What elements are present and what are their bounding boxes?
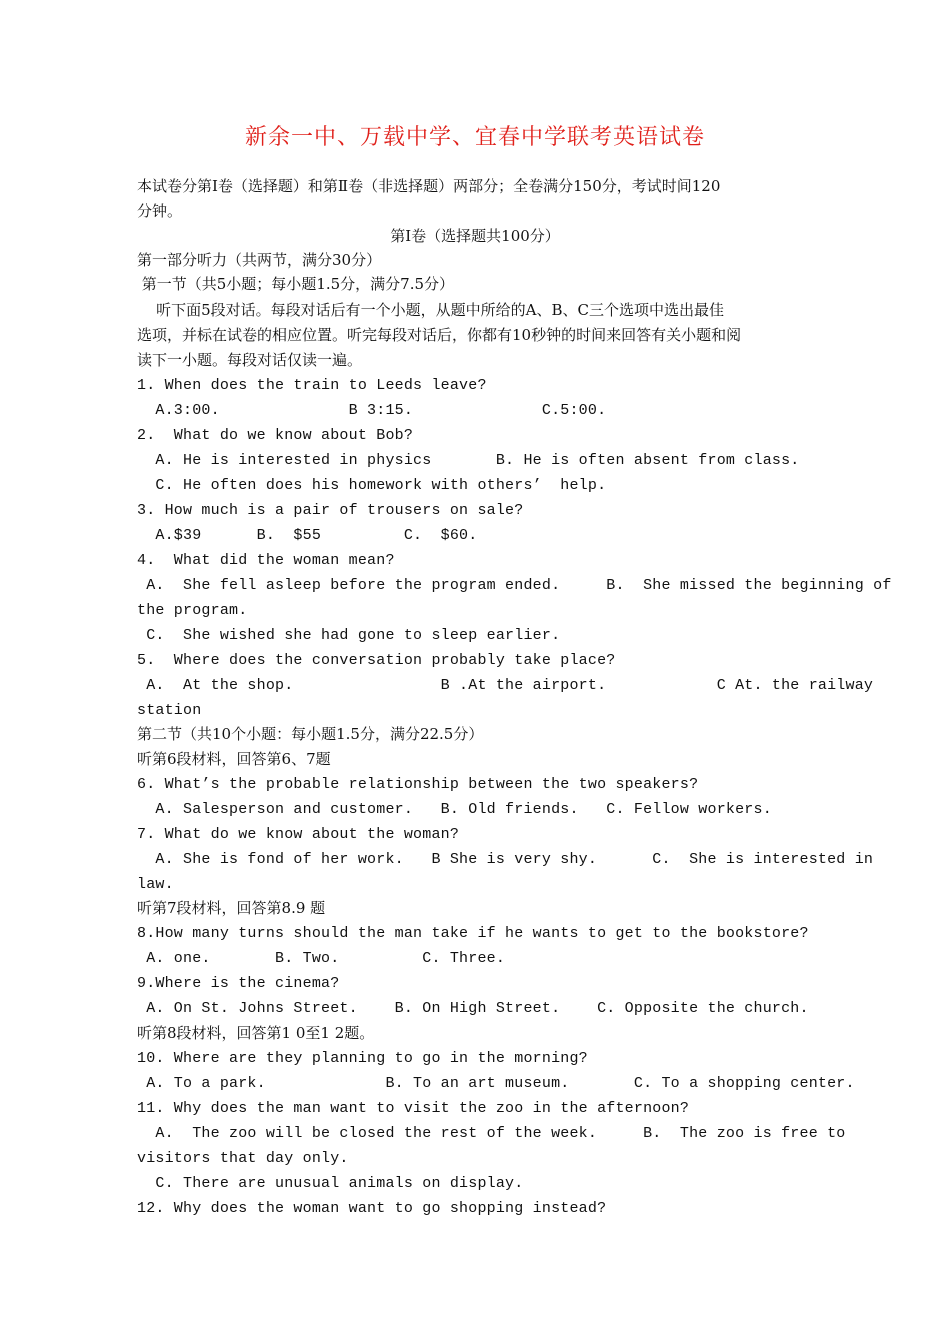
question-12: 12. Why does the woman want to go shopping instead? (137, 1200, 607, 1217)
question-6-options: A. Salesperson and customer. B. Old friends. C. Fellow workers. (137, 801, 772, 818)
intro-text-cont: 分钟。 (137, 202, 183, 220)
part-heading: 第一部分听力（共两节，满分30分） (137, 251, 382, 269)
question-1-options: A.3:00. B 3:15. C.5:00. (137, 402, 607, 419)
question-11-options: visitors that day only. (137, 1150, 349, 1167)
question-2-options: A. He is interested in physics B. He is often absent from class. (137, 452, 800, 469)
question-3: 3. How much is a pair of trousers on sale? (137, 502, 524, 519)
question-11-options: A. The zoo will be closed the rest of the week. B. The zoo is free to (137, 1125, 846, 1142)
question-6: 6. What’s the probable relationship between the two speakers? (137, 776, 699, 793)
question-5-options: station (137, 702, 202, 719)
question-9: 9.Where is the cinema? (137, 975, 340, 992)
question-2: 2. What do we know about Bob? (137, 427, 414, 444)
instructions: 选项，并标在试卷的相应位置。听完每段对话后，你都有10秒钟的时间来回答有关小题和阅 (137, 326, 742, 344)
question-11: 11. Why does the man want to visit the zoo in the afternoon? (137, 1100, 690, 1117)
question-1: 1. When does the train to Leeds leave? (137, 377, 487, 394)
question-10: 10. Where are they planning to go in the morning? (137, 1050, 588, 1067)
material-heading: 听第8段材料，回答第1 0至1 2题。 (137, 1024, 375, 1042)
section-heading: 第一节（共5小题；每小题1.5分，满分7.5分） (137, 275, 455, 293)
question-9-options: A. On St. Johns Street. B. On High Street. C. Opposite the church. (137, 1000, 809, 1017)
question-2-options: C. He often does his homework with others’ help. (137, 477, 607, 494)
question-4-options: the program. (137, 602, 248, 619)
question-11-options: C. There are unusual animals on display. (137, 1175, 524, 1192)
question-5: 5. Where does the conversation probably take place? (137, 652, 616, 669)
instructions: 读下一小题。每段对话仅读一遍。 (137, 351, 363, 369)
section-heading: 第二节（共10个小题：每小题1.5分，满分22.5分） (137, 725, 484, 743)
instructions: 听下面5段对话。每段对话后有一个小题，从题中所给的A、B、C三个选项中选出最佳 (137, 301, 724, 319)
exam-title: 新余一中、万载中学、宜春中学联考英语试卷 (244, 125, 705, 150)
volume-heading: 第Ⅰ卷（选择题共100分） (390, 227, 560, 245)
material-heading: 听第7段材料，回答第8.9 题 (137, 899, 326, 917)
question-7: 7. What do we know about the woman? (137, 826, 460, 843)
question-10-options: A. To a park. B. To an art museum. C. To a shopping center. (137, 1075, 855, 1092)
question-8-options: A. one. B. Two. C. Three. (137, 950, 506, 967)
question-4: 4. What did the woman mean? (137, 552, 395, 569)
question-7-options: A. She is fond of her work. B She is very shy. C. She is interested in (137, 851, 874, 868)
material-heading: 听第6段材料，回答第6、7题 (137, 750, 331, 768)
intro-text: 本试卷分第Ⅰ卷（选择题）和第Ⅱ卷（非选择题）两部分；全卷满分150分，考试时间120 (137, 177, 721, 195)
question-3-options: A.$39 B. $55 C. $60. (137, 527, 478, 544)
question-4-options: A. She fell asleep before the program ended. B. She missed the beginning of (137, 577, 892, 594)
question-4-options: C. She wished she had gone to sleep earlier. (137, 627, 561, 644)
question-7-options: law. (137, 876, 174, 893)
question-5-options: A. At the shop. B .At the airport. C At. the railway (137, 677, 874, 694)
question-8: 8.How many turns should the man take if he wants to get to the bookstore? (137, 925, 809, 942)
